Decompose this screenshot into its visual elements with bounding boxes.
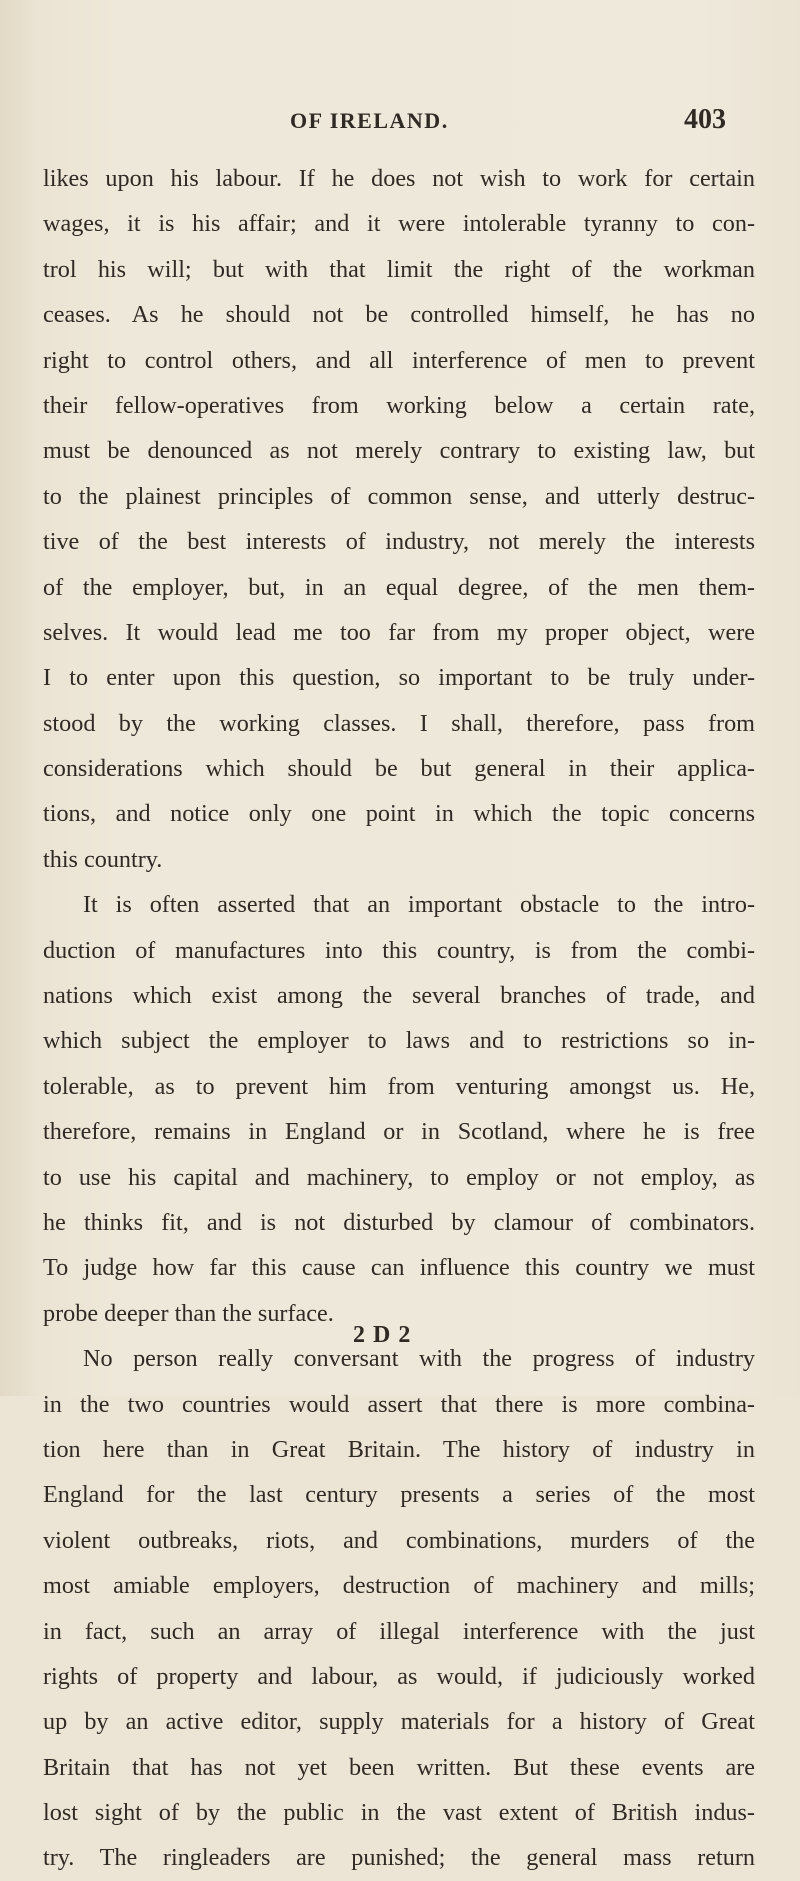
text-line: try. The ringleaders are punished; the general mass return	[43, 1844, 755, 1872]
text-line: duction of manufactures into this country, is from the combi-	[43, 936, 755, 964]
running-head: OF IRELAND.	[290, 108, 449, 133]
text-line: To judge how far this cause can influence this country we must	[43, 1254, 755, 1282]
text-line: their fellow-operatives from working below a certain rate,	[43, 391, 755, 419]
text-line: considerations which should be but general in their applica-	[43, 755, 755, 783]
text-line: wages, it is his affair; and it were intolerable tyranny to con-	[43, 210, 755, 238]
text-line: up by an active editor, supply materials for a history of Great	[43, 1708, 755, 1736]
text-line: stood by the working classes. I shall, therefore, pass from	[43, 709, 755, 737]
text-line: most amiable employers, destruction of machinery and mills;	[43, 1572, 755, 1600]
text-line: to the plainest principles of common sense, and utterly destruc-	[43, 482, 755, 510]
text-line: he thinks fit, and is not disturbed by clamour of combinators.	[43, 1208, 755, 1236]
page-header	[0, 104, 800, 138]
paragraph-end-line: probe deeper than the surface.	[43, 1299, 334, 1327]
text-line: therefore, remains in England or in Scotland, where he is free	[43, 1118, 755, 1146]
signature-mark: 2 D 2	[353, 1322, 412, 1348]
text-line: must be denounced as not merely contrary to existing law, but	[43, 437, 755, 465]
text-line: nations which exist among the several branches of trade, and	[43, 982, 755, 1010]
text-line: tolerable, as to prevent him from venturing amongst us. He,	[43, 1072, 755, 1100]
paragraph-end-line: this country.	[43, 845, 163, 873]
text-line: rights of property and labour, as would, if judiciously worked	[43, 1662, 755, 1690]
text-line: tions, and notice only one point in which the topic concerns	[43, 800, 755, 828]
paragraph-start-line: No person really conversant with the progress of industry	[83, 1345, 755, 1373]
body-text	[43, 156, 755, 1881]
text-line: to use his capital and machinery, to employ or not employ, as	[43, 1163, 755, 1191]
text-line: I to enter upon this question, so important to be truly under-	[43, 664, 755, 692]
text-line: ceases. As he should not be controlled himself, he has no	[43, 301, 755, 329]
text-line: right to control others, and all interference of men to prevent	[43, 346, 755, 374]
text-line: violent outbreaks, riots, and combinations, murders of the	[43, 1526, 755, 1554]
page-number: 403	[684, 104, 726, 135]
paragraph-start-line: It is often asserted that an important obstacle to the intro-	[83, 891, 755, 919]
text-line: of the employer, but, in an equal degree, of the men them-	[43, 573, 755, 601]
text-line: in the two countries would assert that there is more combina-	[43, 1390, 755, 1418]
text-line: likes upon his labour. If he does not wish to work for certain	[43, 165, 755, 192]
text-line: tion here than in Great Britain. The history of industry in	[43, 1435, 755, 1463]
text-line: lost sight of by the public in the vast extent of British indus-	[43, 1799, 755, 1827]
text-line: tive of the best interests of industry, not merely the interests	[43, 528, 755, 556]
text-line: trol his will; but with that limit the right of the workman	[43, 255, 755, 283]
text-line: Britain that has not yet been written. But these events are	[43, 1753, 755, 1781]
text-line: which subject the employer to laws and to restrictions so in-	[43, 1027, 755, 1055]
text-line: England for the last century presents a series of the most	[43, 1481, 755, 1509]
text-line: in fact, such an array of illegal interference with the just	[43, 1617, 755, 1645]
text-line: selves. It would lead me too far from my proper object, were	[43, 618, 755, 646]
